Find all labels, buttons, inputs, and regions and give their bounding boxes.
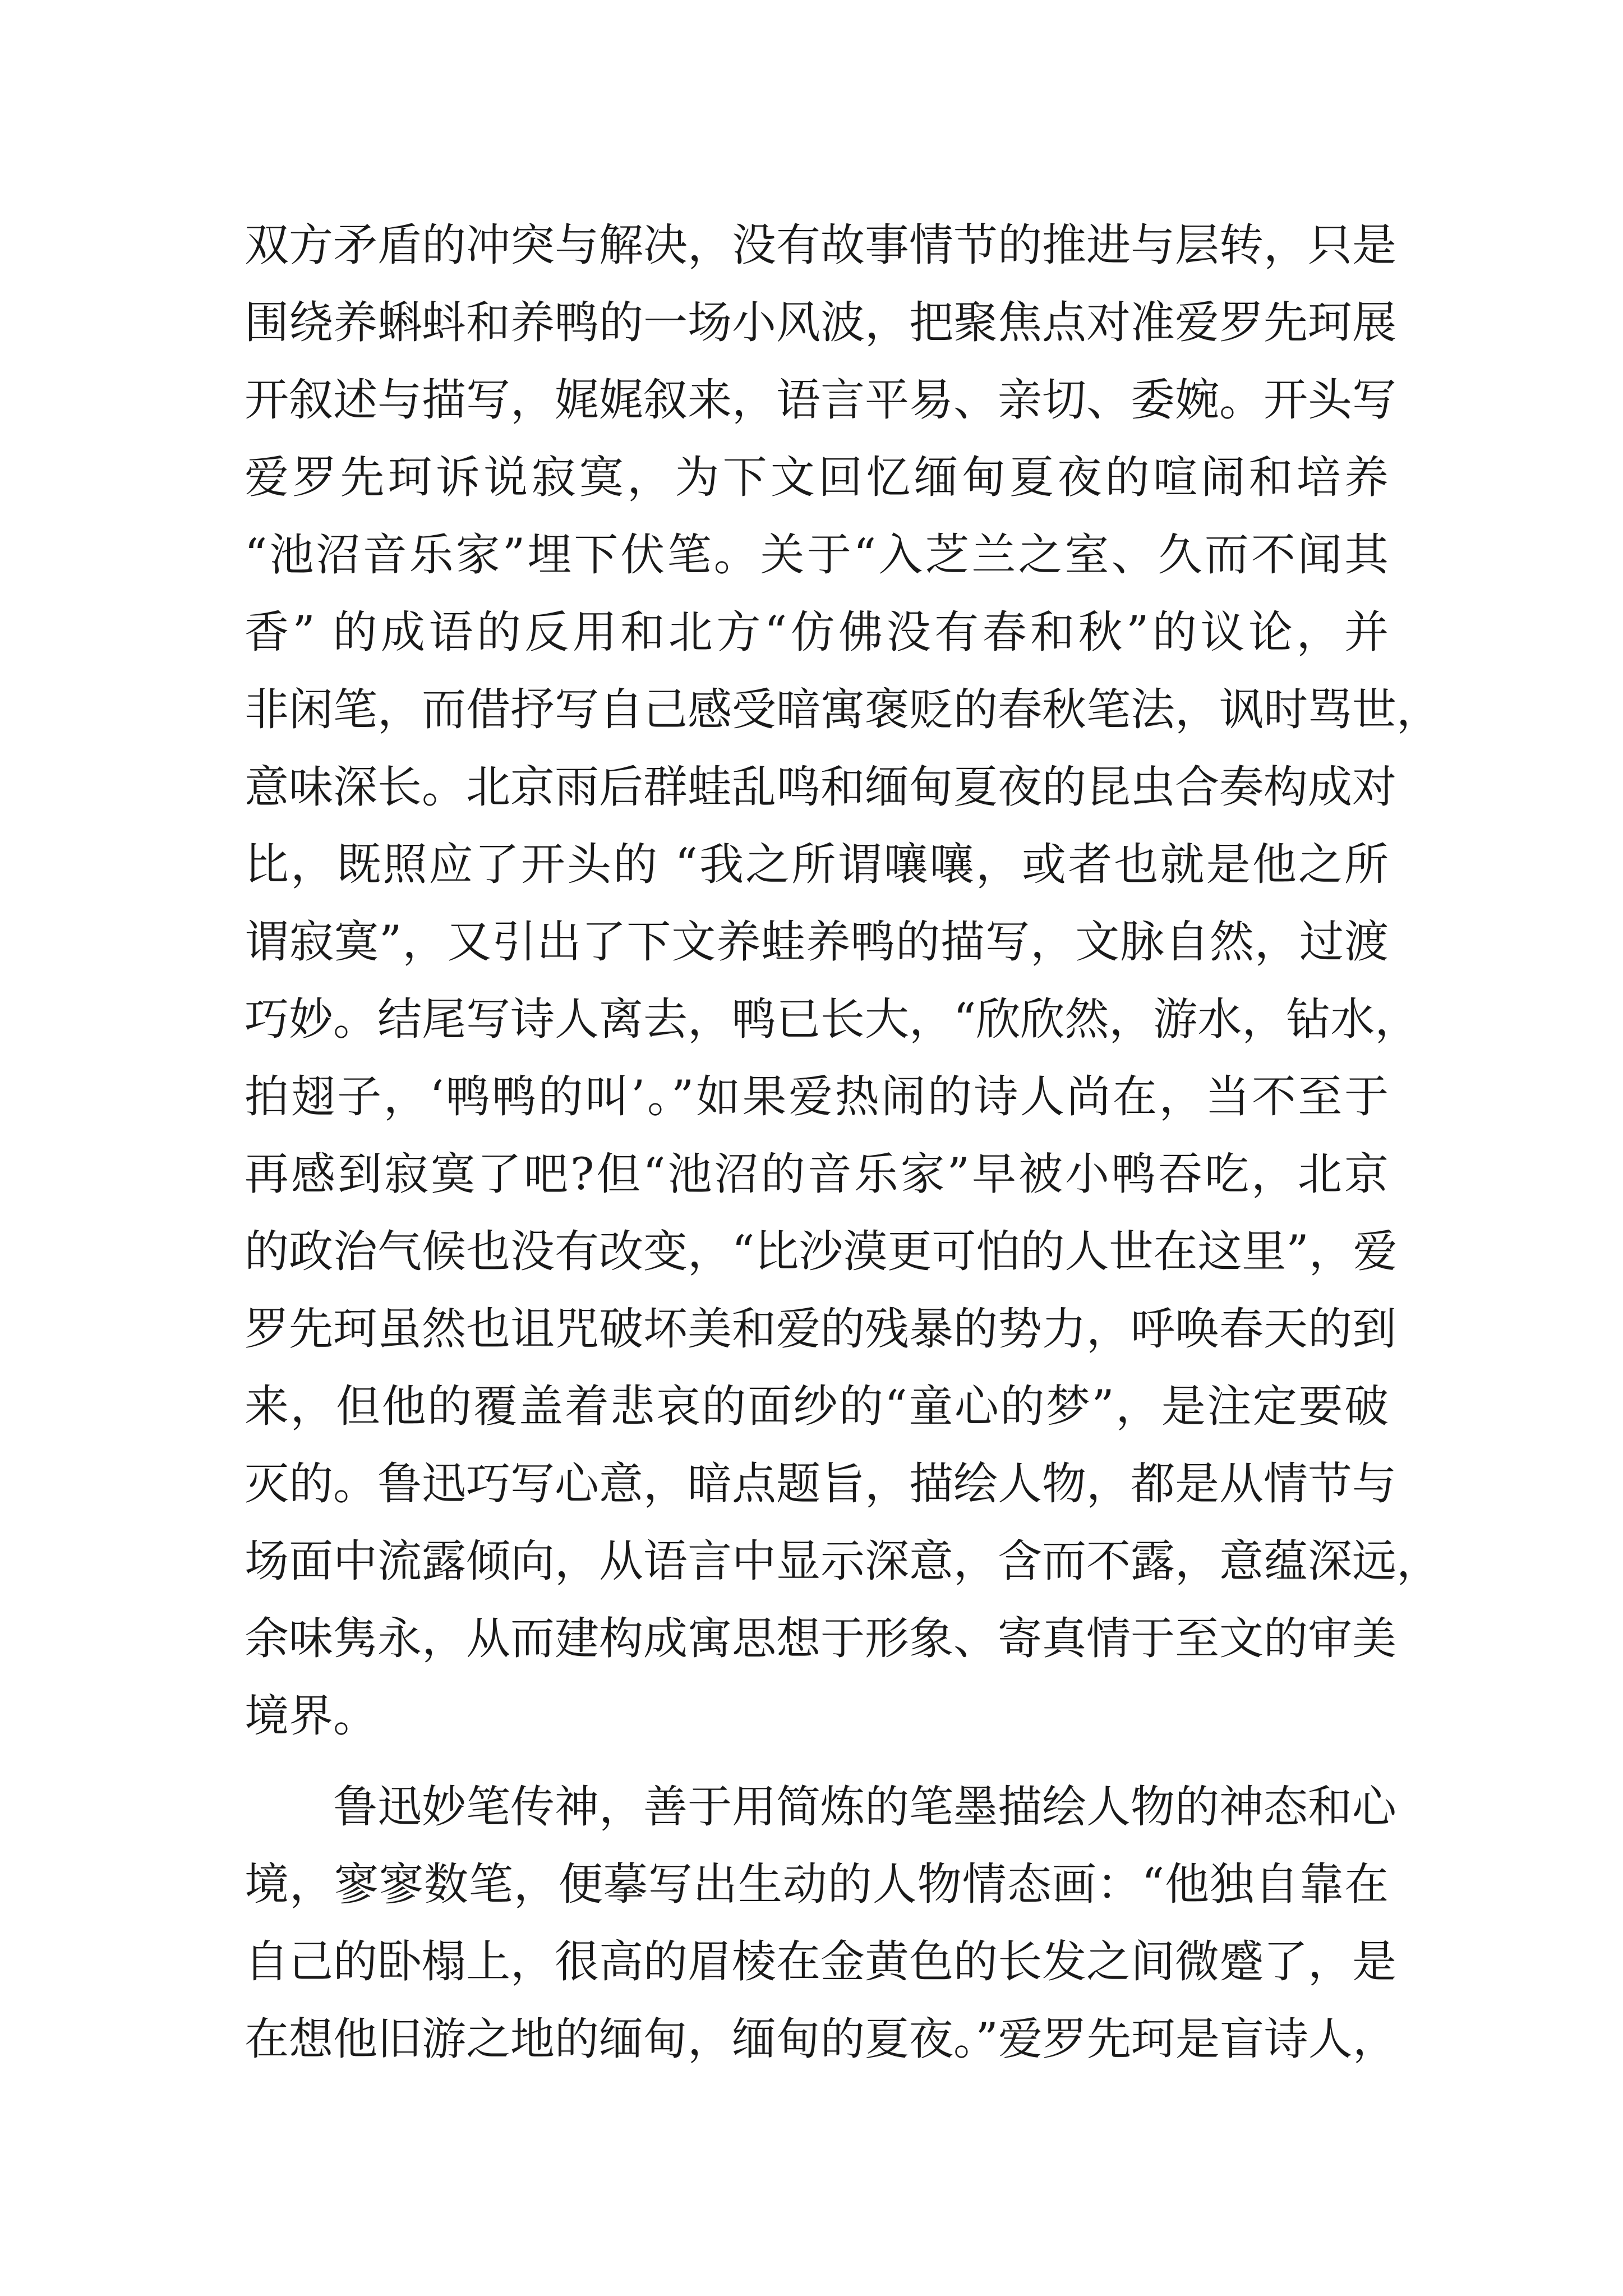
text-line: 双方矛盾的冲突与解决，没有故事情节的推进与层转，只是 (245, 219, 1396, 271)
text-line: 谓寂寞”，又引出了下文养蛙养鸭的描写，文脉自然，过渡 (245, 916, 1389, 968)
text-line: 场面中流露倾向，从语言中显示深意，含而不露，意蕴深远， (245, 1535, 1441, 1587)
text-line: 开叙述与描写，娓娓叙来，语言平易、亲切、委婉。开头写 (245, 374, 1396, 426)
text-line: 围绕养蝌蚪和养鸭的一场小风波，把聚焦点对准爱罗先珂展 (245, 297, 1396, 348)
text-line: 拍翅子，‘鸭鸭的叫’。”如果爱热闹的诗人尚在，当不至于 (245, 1071, 1389, 1122)
text-line: 非闲笔，而借抒写自己感受暗寓褒贬的春秋笔法，讽时骂世， (245, 684, 1441, 735)
text-line: 再感到寂寞了吧?但“池沼的音乐家”早被小鸭吞吃，北京 (245, 1148, 1389, 1200)
text-line: 来，但他的覆盖着悲哀的面纱的“童心的梦”，是注定要破 (245, 1381, 1389, 1432)
text-line: 在想他旧游之地的缅甸，缅甸的夏夜。”爱罗先珂是盲诗人， (245, 2013, 1397, 2065)
text-line: 灭的。鲁迅巧写心意，暗点题旨，描绘人物，都是从情节与 (245, 1458, 1396, 1510)
text-line: 鲁迅妙笔传神，善于用简炼的笔墨描绘人物的神态和心 (333, 1781, 1396, 1833)
text-line: 巧妙。结尾写诗人离去，鸭已长大，“欣欣然，游水，钻水， (245, 993, 1419, 1045)
text-line: 罗先珂虽然也诅咒破坏美和爱的残暴的势力，呼唤春天的到 (245, 1303, 1396, 1355)
text-line: 境界。 (245, 1690, 377, 1742)
paragraph-spacer (245, 1755, 1389, 1768)
body-text (245, 206, 1441, 2078)
text-line: 香” 的成语的反用和北方“仿佛没有春和秋”的议论，并 (245, 606, 1389, 658)
text-line: 比，既照应了开头的 “我之所谓嚷嚷，或者也就是他之所 (245, 839, 1389, 890)
paragraph-1 (245, 206, 1441, 1755)
text-line: 余味隽永，从而建构成寓思想于形象、寄真情于至文的审美 (245, 1613, 1396, 1664)
text-line: 爱罗先珂诉说寂寞，为下文回忆缅甸夏夜的喧闹和培养 (245, 452, 1389, 503)
text-line: 的政治气候也没有改变，“比沙漠更可怕的人世在这里”，爱 (245, 1226, 1398, 1277)
paragraph-2 (245, 1768, 1397, 2078)
text-line: “池沼音乐家”埋下伏笔。关于“入芝兰之室、久而不闻其 (245, 529, 1389, 581)
text-line: 境，寥寥数笔，便摹写出生动的人物情态画：“他独自靠在 (245, 1858, 1389, 1910)
text-line: 意味深长。北京雨后群蛙乱鸣和缅甸夏夜的昆虫合奏构成对 (245, 761, 1396, 813)
text-line: 自己的卧榻上，很高的眉棱在金黄色的长发之间微蹙了，是 (245, 1936, 1396, 1987)
